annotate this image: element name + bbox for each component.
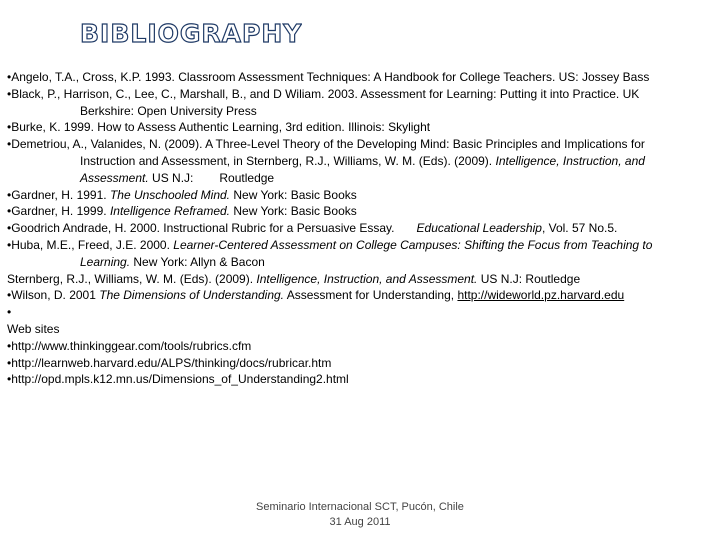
websites-heading: Web sites: [7, 321, 60, 336]
empty-bullet: •: [7, 305, 12, 320]
slide-footer: [240, 500, 480, 530]
footer-date: 31 Aug 2011: [329, 516, 391, 528]
reference-angelo: •Angelo, T.A., Cross, K.P. 1993. Classroom Assessment Techniques: A Handbook for College Teachers. US: Jossey Bass: [7, 70, 650, 84]
reference-burke: •Burke, K. 1999. How to Assess Authentic Learning, 3rd edition. Illinois: Skylight: [7, 120, 431, 135]
reference-black: •Black, P., Harrison, C., Lee, C., Marshall, B., and D Wiliam. 2003. Assessment for Learning: Putting it into Practice. UK: [7, 86, 640, 101]
reference-demetriou: •Demetriou, A., Valanides, N. (2009). A Three-Level Theory of the Developing Mind: Basic Principles and Implications for: [7, 137, 645, 152]
reference-demetriou-cont: Instruction and Assessment, in Sternberg, R.J., Williams, W. M. (Eds). (2009). Intelligence, Instruction, and: [80, 153, 645, 168]
reference-gardner-1991: •Gardner, H. 1991. The Unschooled Mind. New York: Basic Books: [7, 187, 357, 202]
reference-list: [7, 69, 715, 388]
footer-venue: Seminario Internacional SCT, Pucón, Chile: [256, 501, 464, 513]
page-title: BIBLIOGRAPHY: [80, 20, 303, 48]
reference-demetriou-cont2: Assessment. US N.J: Routledge: [80, 170, 275, 185]
website-thinkinggear: •http://www.thinkinggear.com/tools/rubrics.cfm: [7, 338, 252, 353]
website-opd: •http://opd.mpls.k12.mn.us/Dimensions_of_Understanding2.html: [7, 372, 349, 387]
harvard-link[interactable]: http://wideworld.pz.harvard.edu: [457, 288, 625, 303]
reference-black-cont: Berkshire: Open University Press: [80, 103, 257, 118]
reference-wilson: •Wilson, D. 2001 The Dimensions of Understanding. Assessment for Understanding, http://wideworld.pz.harvard.edu: [7, 288, 625, 303]
website-learnweb: •http://learnweb.harvard.edu/ALPS/thinking/docs/rubricar.htm: [7, 355, 332, 370]
reference-huba: •Huba, M.E., Freed, J.E. 2000. Learner-Centered Assessment on College Campuses: Shifting the Focus from Teaching to: [7, 237, 653, 252]
reference-gardner-1999: •Gardner, H. 1999. Intelligence Reframed. New York: Basic Books: [7, 204, 357, 219]
reference-goodrich: •Goodrich Andrade, H. 2000. Instructional Rubric for a Persuasive Essay. Educational Leadership, Vol. 57 No.5.: [7, 221, 618, 236]
reference-sternberg: Sternberg, R.J., Williams, W. M. (Eds). (2009). Intelligence, Instruction, and Assessment. US N.J: Routledge: [7, 271, 581, 286]
reference-huba-cont: Learning. New York: Allyn & Bacon: [80, 254, 265, 269]
